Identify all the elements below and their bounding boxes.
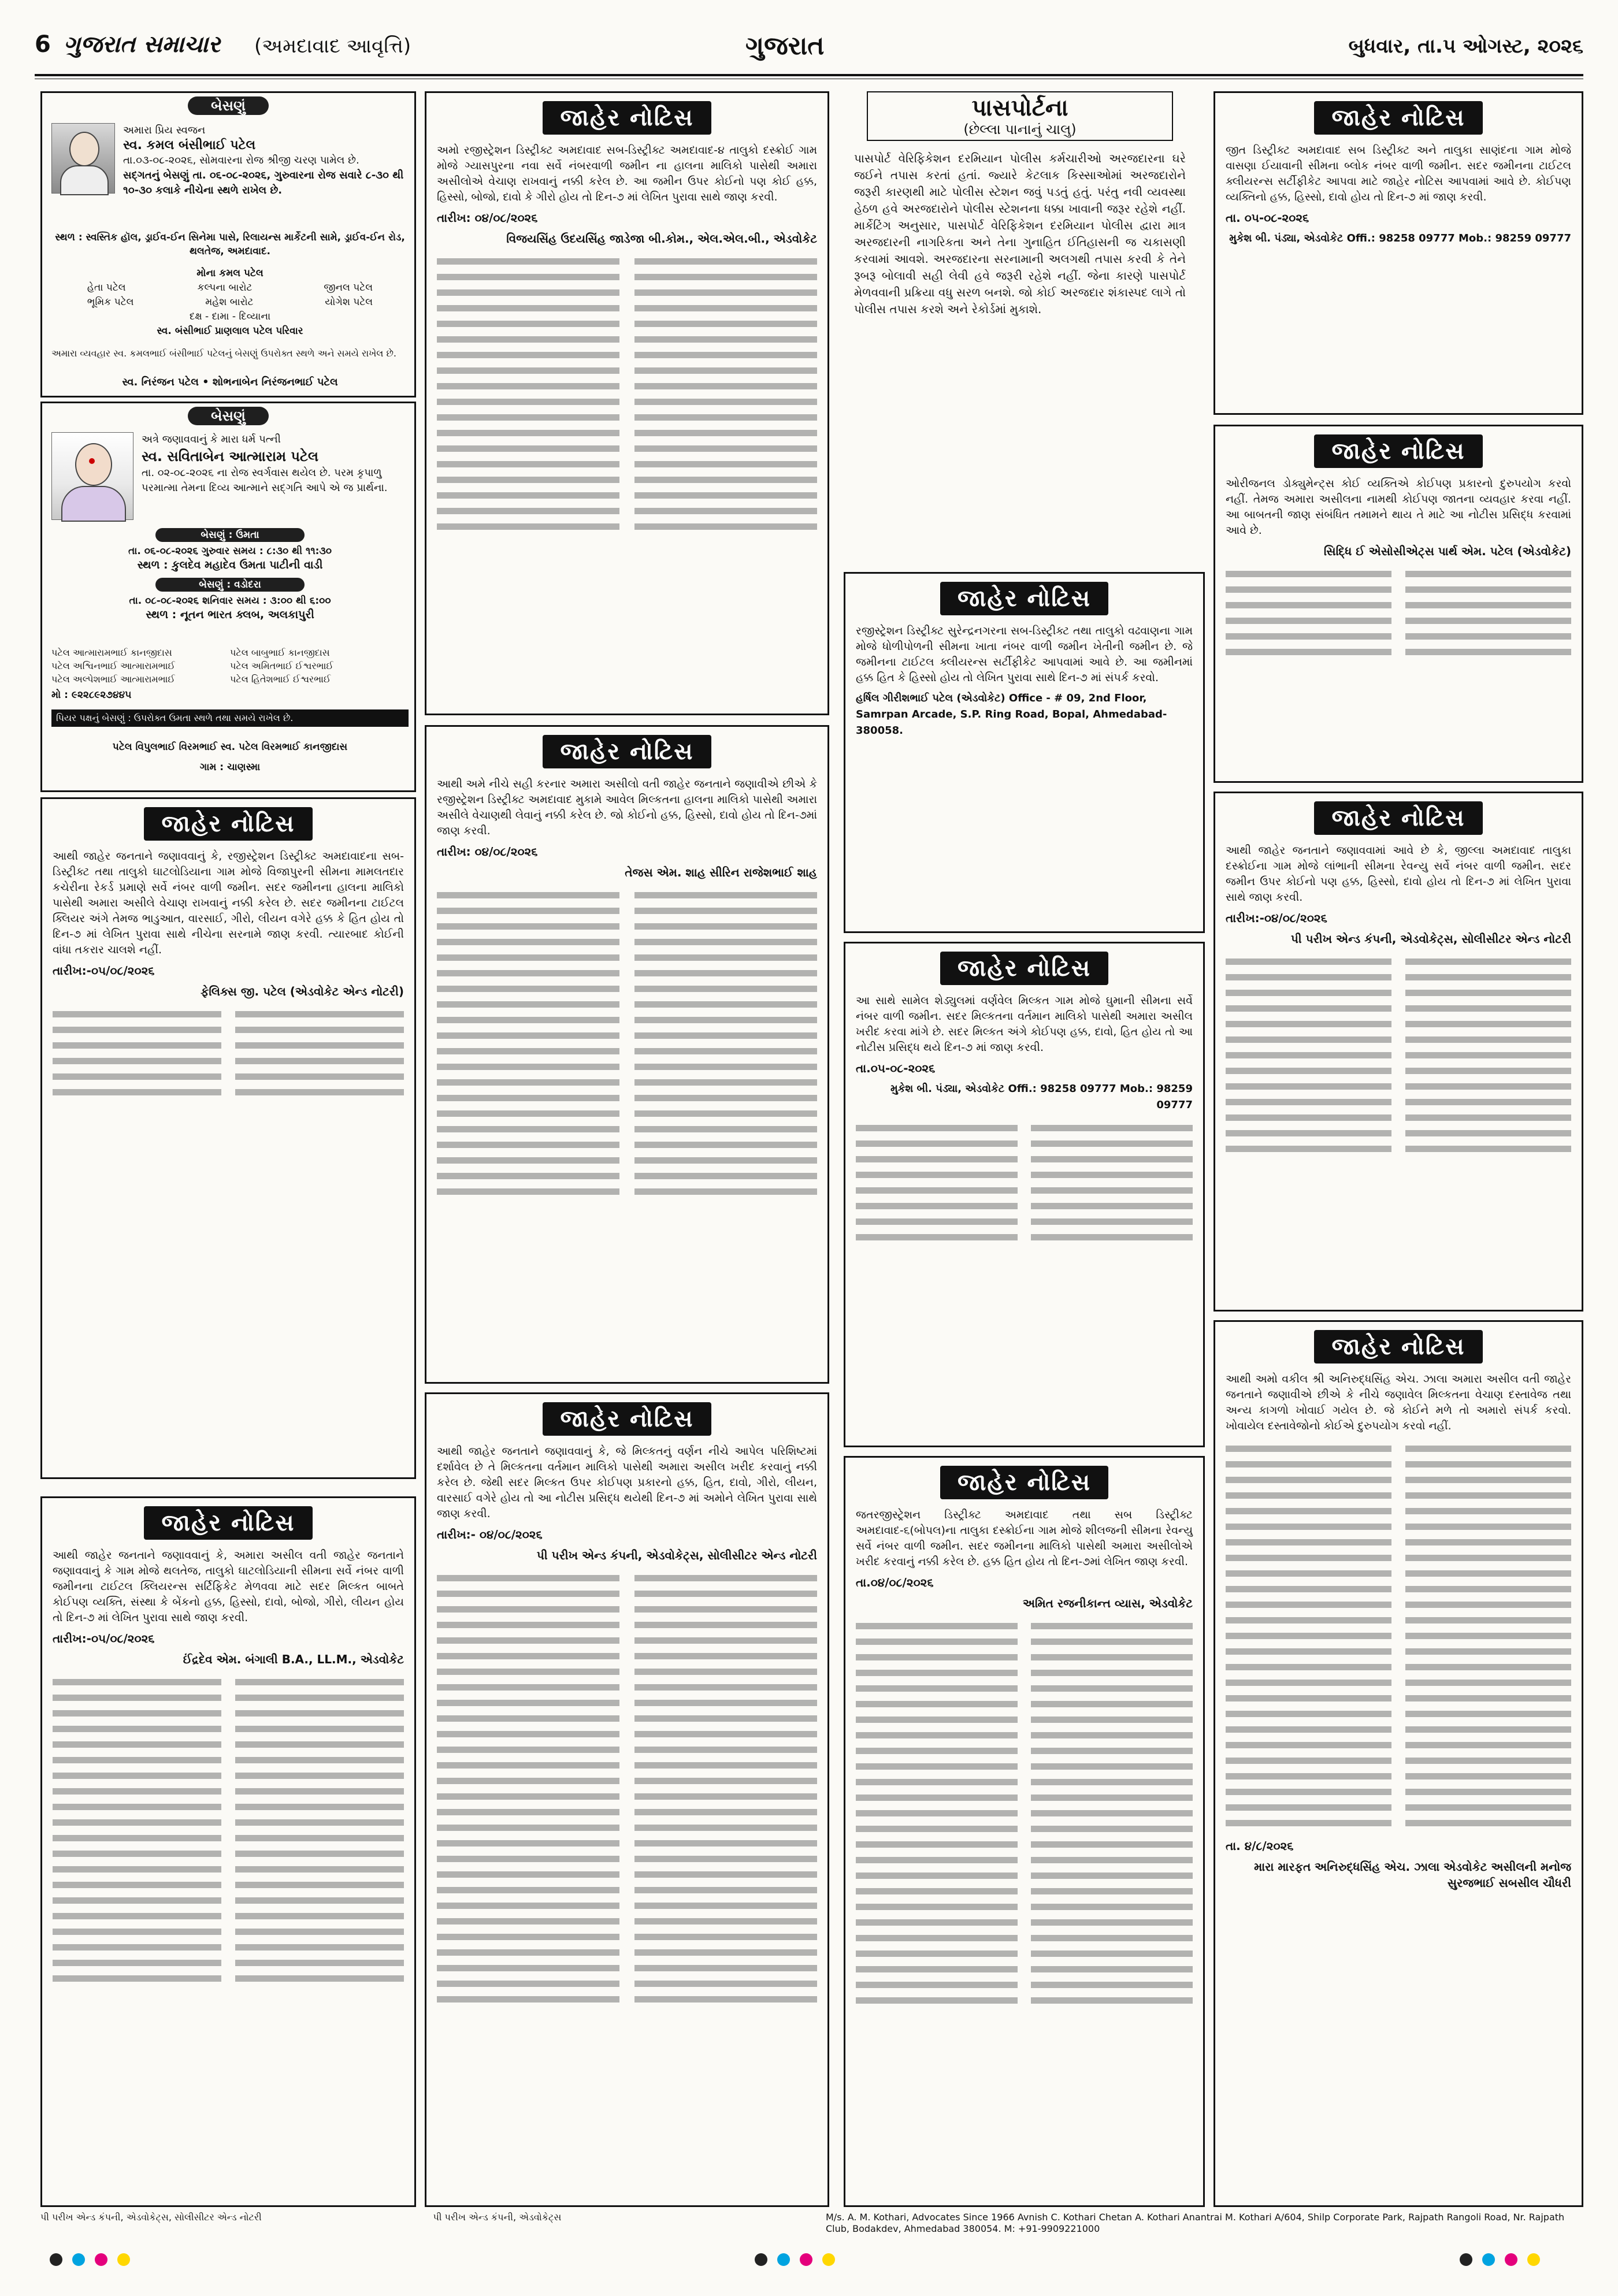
besanu-vadodara-time: તા. ૦૮-૦૮-૨૦૨૬ શનિવાર સમય : ૩:૦૦ થી ૬:૦૦ <box>129 595 331 607</box>
article-title: પાસપોર્ટના <box>971 95 1068 121</box>
portrait-photo <box>51 123 115 194</box>
public-notice <box>1214 425 1583 783</box>
notice-signature: પી પરીખ એન્ડ કંપની, એડવોકેટ્સ, સોલીસીટર એન્ડ નોટરી <box>536 1548 817 1562</box>
family-member: સ્વ. બંસીભાઈ પ્રાણલાલ પટેલ પરિવાર <box>157 325 303 337</box>
family-member: પટેલ બાબુભાઈ કાનજીદાસ <box>230 647 330 658</box>
public-notice <box>844 572 1205 933</box>
reg-dot <box>800 2253 812 2266</box>
notice-date: તા.૦૪/૦૮/૨૦૨૬ <box>856 1576 934 1589</box>
notice-heading: જાહેર નોટિસ <box>543 101 711 135</box>
obituary-kamal-patel <box>40 91 416 397</box>
notice-signature: મારા મારફત અનિરુદ્ધસિંહ એચ. ઝાલા એડવોકેટ અસીલની મનોજ સુરજભાઈ સબસીલ ચૌધરી <box>1254 1860 1571 1890</box>
notice-signature: અમિત રજનીકાન્ત વ્યાસ, એડવોકેટ <box>1022 1596 1193 1610</box>
notice-signature: ફેલિક્સ જી. પટેલ (એડવોકેટ એન્ડ નોટરી) <box>201 984 404 998</box>
besanu-umta-place: સ્થળ : કુલદેવ મહાદેવ ઉમતા પાટીની વાડી <box>137 559 323 571</box>
notice-signature: તેજસ એમ. શાહ સીરિન રાજેશભાઈ શાહ <box>625 865 817 879</box>
registration-marks-left <box>46 2253 133 2268</box>
reg-dot <box>755 2253 767 2266</box>
notice-date: તારીખ: ૦૪/૦૮/૨૦૨૬ <box>437 211 538 225</box>
obit-note: અમારા વ્યવહાર સ્વ. કમલભાઈ બંસીભાઈ પટેલનું બેસણું ઉપરોક્ત સ્થળે અને સમયે રાખેલ છે. <box>51 348 396 359</box>
family-member: પટેલ આત્મારામભાઈ કાનજીદાસ <box>51 647 172 658</box>
notice-body: અમો રજીસ્ટ્રેશન ડિસ્ટ્રીક્ટ અમદાવાદ સબ-ડિસ્ટ્રીક્ટ અમદાવાદ-૪ તાલુકો દસ્ક્રોઈ ગામ મોજે ગ્યાસપુરના નવા સર્વે નંબરવાળી જમીન ના હાલના માલિકો પાસેથી અમારા અસીલોએ વેચાણ રાખવાનું નક્કી કરેલ છે. આ જમીન ઉપર કોઈનો પણ કોઈ હક્ક, હિસ્સો, બોજો, દાવો કે ગીરો હોય તો દિન-૭ માં લેખિત પુરાવા સાથે જાણ કરવી. <box>437 144 817 203</box>
family-member: પટેલ અલ્પેશભાઈ આત્મારામભાઈ <box>51 674 175 685</box>
notice-date: તા. ૪/૮/૨૦૨૬ <box>1226 1839 1294 1853</box>
family-member: મોના કમલ પટેલ <box>196 268 264 279</box>
notice-date: તા.૦૫-૦૮-૨૦૨૬ <box>856 1061 936 1075</box>
portrait-photo <box>51 432 133 520</box>
obit-pier-notice: પિયર પક્ષનું બેસણું : ઉપરોક્ત ઉમતા સ્થળે તથા સમયે રાખેલ છે. <box>51 709 409 727</box>
header-rule <box>35 74 1583 76</box>
notice-date: તારીખ:-૦૫/૦૮/૨૦૨૬ <box>53 964 155 978</box>
notice-heading: જાહેર નોટિસ <box>1314 1330 1482 1364</box>
notice-signature: ઈંદ્રદેવ એમ. બંગાલી B.A., LL.M., એડવોકેટ <box>183 1652 404 1666</box>
notice-body: આથી જાહેર જનતાને જણાવવાનું કે, અમારા અસીલ વતી જાહેર જનતાને જણાવવાનું કે ગામ મોજે થલતેજ, તાલુકો ઘાટલોડિયાની સીમના સર્વે નંબર વાળી જમીનના ટાઈટલ ક્લિયરન્સ સર્ટિફિકેટ મેળવવા માટે સદર મિલ્કત બાબતે કોઈપણ વ્યક્તિ, સંસ્થા કે બેંકનો હક્ક, હિસ્સો, દાવો, બોજો, ગીરો, લીયન હોય તો દિન-૭ માં લેખિત પુરાવા સાથે જાણ કરવી. <box>53 1549 404 1624</box>
notice-heading: જાહેર નોટિસ <box>144 1506 312 1540</box>
obit-dates: તા. ૦૨-૦૮-૨૦૨૬ ના રોજ સ્વર્ગવાસ થયેલ છે. પરમ કૃપાળુ પરમાત્મા તેમના દિવ્ય આત્માને સદ્ગતિ આપે એ જ પ્રાર્થના. <box>142 467 388 494</box>
public-notice <box>1214 792 1583 1312</box>
section-title: ગુજરાત <box>745 31 825 61</box>
notice-heading: જાહેર નોટિસ <box>1314 101 1482 135</box>
notice-heading: જાહેર નોટિસ <box>1314 801 1482 835</box>
obit-besanu: સદ્ગતનું બેસણું તા. ૦૬-૦૮-૨૦૨૬, ગુરુવારના રોજ સવારે ૮-૩૦ થી ૧૦-૩૦ કલાકે નીચેના સ્થળે રાખેલ છે. <box>123 169 404 196</box>
public-notice <box>425 1392 829 2207</box>
registration-marks-center <box>751 2253 838 2268</box>
notice-signature: વિજયસિંહ ઉદયસિંહ જાડેજા બી.કોમ., એલ.એલ.બી., એડવોકેટ <box>506 232 817 246</box>
passport-article <box>844 91 1196 565</box>
family-member: હેતા પટેલ <box>87 282 126 293</box>
notice-signature: સિદ્ધિ ઈ એસોસીએટ્સ પાર્થ એમ. પટેલ (એડવોકેટ) <box>1323 544 1571 558</box>
family-member: પટેલ અશ્વિનભાઈ આત્મારામભાઈ <box>51 660 175 671</box>
family-member: દક્ષ - દામા - દિવ્યાના <box>189 311 271 322</box>
public-notice <box>844 942 1205 1447</box>
notice-date: તારીખ:-૦૫/૦૮/૨૦૨૬ <box>53 1632 155 1645</box>
notice-date: તારીખ: ૦૪/૦૮/૨૦૨૬ <box>437 845 538 859</box>
article-body: પાસપોર્ટ વેરિફિકેશન દરમિયાન પોલીસ કર્મચારીઓ અરજદારના ઘરે જઈને તપાસ કરતાં હતાં. જ્યારે કેટલાક કિસ્સાઓમાં અરજદારોને જરૂરી કારણથી માટે પોલીસ સ્ટેશન જવું પડતું હતું. પરંતુ નવી વ્યવસ્થા હેઠળ હવે અરજદારોને પોલીસ સ્ટેશનના ધક્કા ખાવાની જરૂર રહેશે નહીં. માર્કેટિંગ અનુસાર, પાસપોર્ટ વેરિફિકેશન દરમિયાન પોલીસ દ્વારા માત્ર અરજદારની નાગરિકતા અને તેના ગુનાહિત ઈતિહાસની જ ચકાસણી કરવામાં આવશે. અરજદારના સરનામાની અલગથી તપાસ કરવી કે તેને રૂબરૂ બોલાવી સહી લેવી હવે જરૂરી રહેશે નહીં. જેના કારણે પાસપોર્ટ મેળવવાની પ્રક્રિયા વધુ સરળ બનશે. જો કોઈ અરજદાર શંકાસ્પદ લાગે તો પોલીસ તપાસ કરશે અને રેકોર્ડમાં મુકાશે. <box>854 151 1186 316</box>
obit-venue: સ્થળ : સ્વસ્તિક હૉલ, ડ્રાઈવ-ઈન સિનેમા પાસે, રિલાયન્સ માર્કેટની સામે, ડ્રાઈવ-ઈન રોડ, થલતેજ, અમદાવાદ. <box>55 232 405 257</box>
reg-dot <box>1482 2253 1495 2266</box>
besanu-umta-time: તા. ૦૬-૦૮-૨૦૨૬ ગુરુવાર સમય : ૮:૩૦ થી ૧૧:૩૦ <box>128 545 332 557</box>
notice-signature: મુકેશ બી. પંડ્યા, એડવોકેટ Offi.: 98258 09777 Mob.: 98259 09777 <box>1229 232 1571 244</box>
reg-dot <box>777 2253 790 2266</box>
article-subtitle: (છેલ્લા પાનાનું ચાલુ) <box>963 121 1077 138</box>
notice-date: તારીખ:- ૦૪/૦૮/૨૦૨૬ <box>437 1528 543 1541</box>
obituary-savitaben-patel <box>40 402 416 792</box>
registration-marks-right <box>1456 2253 1543 2268</box>
obit-intro: અત્રે જણાવવાનું કે મારા ધર્મ પત્ની <box>142 433 281 445</box>
family-member: પટેલ હિતેશભાઈ ઈશ્વરભાઈ <box>230 674 331 685</box>
notice-body: આથી અમે નીચે સહી કરનાર અમારા અસીલો વતી જાહેર જનતાને જણાવીએ છીએ કે રજીસ્ટ્રેશન ડિસ્ટ્રીક્ટ અમદાવાદ મુકામે આવેલ મિલ્કતના હાલના માલિકો પાસેથી અમારા અસીલે વેચાણથી લેવાનું નક્કી કરેલ છે. જો કોઈનો હક્ક, હિસ્સો, દાવો હોય તો દિન-૭માં જાણ કરવી. <box>437 778 817 837</box>
obit-phone: મો : ૯૨૨૮૯૨૭૪૪૫ <box>51 689 132 701</box>
family-member: પટેલ અમિતભાઈ ઈશ્વરભાઈ <box>230 660 333 671</box>
obit-dates: તા.૦૩-૦૮-૨૦૨૬, સોમવારના રોજ શ્રીજી ચરણ પામેલ છે. <box>123 154 359 166</box>
notice-body: આ સાથે સામેલ શેડ્યુલમાં વર્ણવેલ મિલ્કત ગામ મોજે ઘુમાની સીમના સર્વે નંબર વાળી જમીન. સદર મિલ્કતના વર્તમાન માલિકો પાસેથી અમારા અસીલ ખરીદ કરવા માંગે છે. સદર મિલ્કત અંગે કોઈપણ હક્ક, દાવો, હિત હોય તો આ નોટીસ પ્રસિદ્ધ થયે દિન-૭ માં જાણ કરવી. <box>856 994 1193 1054</box>
besanu-heading: બેસણું <box>188 96 269 115</box>
notice-signature: હર્ષિલ ગીરીશભાઈ પટેલ (એડવોકેટ) Office - # 09, 2nd Floor, Samrpan Arcade, S.P. Ring Road, Bopal, Ahmedabad- 380058. <box>856 692 1167 737</box>
notice-body: આથી અમો વકીલ શ્રી અનિરુદ્ધસિંહ એચ. ઝાલા અમારા અસીલ વતી જાહેર જનતાને જણાવીએ છીએ કે નીચે જણાવેલ મિલ્કતના વેચાણ દસ્તાવેજ તથા અન્ય કાગળો ખોવાઈ ગયેલ છે. જે કોઈને મળે તો અમારો સંપર્ક કરવો. ખોવાયેલ દસ્તાવેજોનો કોઈએ દુરુપયોગ કરવો નહીં. <box>1226 1373 1571 1432</box>
obit-signature: પટેલ વિપુલભાઈ વિરમભાઈ સ્વ. પટેલ વિરમભાઈ કાનજીદાસ <box>112 741 348 753</box>
notice-signature: મુકેશ બી. પંડ્યા, એડવોકેટ Offi.: 98258 09777 Mob.: 98259 09777 <box>890 1083 1193 1111</box>
notice-date: તા. ૦૫-૦૮-૨૦૨૬ <box>1226 211 1309 225</box>
public-notice <box>1214 91 1583 415</box>
public-notice <box>40 797 416 1479</box>
besanu-vadodara-place: સ્થળ : નૂતન ભારત ક્લબ, અલકાપુરી <box>146 608 314 621</box>
obit-name: સ્વ. સવિતાબેન આત્મારામ પટેલ <box>142 448 319 465</box>
family-member: યોગેશ પટેલ <box>325 296 373 308</box>
edition: (અમદાવાદ આવૃત્તિ) <box>254 35 411 58</box>
notice-heading: જાહેર નોટિસ <box>543 735 711 768</box>
notice-body: રજીસ્ટ્રેશન ડિસ્ટ્રીક્ટ સુરેન્દ્રનગરના સબ-ડિસ્ટ્રીક્ટ તથા તાલુકો વઢવાણના ગામ મોજે ધોળીપોળની સીમના ખાતા નંબર વાળી જમીન ખેતીની જમીન છે. જે જમીનના ટાઈટલ ક્લીયરન્સ સર્ટીફીકેટ આપવામાં આવે છે. આ જમીનમાં હક્ક હિત કે હિસ્સો હોય તો લેખિત પુરાવા સાથે દિન-૭ માં સંપર્ક કરવો. <box>856 625 1193 684</box>
notice-heading: જાહેર નોટિસ <box>940 1466 1108 1499</box>
reg-dot <box>1505 2253 1517 2266</box>
notice-signature: પી પરીખ એન્ડ કંપની, એડવોકેટ્સ, સોલીસીટર એન્ડ નોટરી <box>1290 932 1571 946</box>
reg-dot <box>1527 2253 1540 2266</box>
public-notice <box>425 91 829 715</box>
issue-date: બુધવાર, તા.૫ ઓગસ્ટ, ૨૦૨૬ <box>1348 35 1583 58</box>
notice-body: આથી જાહેર જનતાને જણાવવાનું કે, રજીસ્ટ્રેશન ડિસ્ટ્રીક્ટ અમદાવાદના સબ-ડિસ્ટ્રીક્ટ તથા તાલુકો ઘાટલોડિયાના ગામ મોજે વિજાપુરની સીમના મામલતદાર કચેરીના રેકર્ડ પ્રમાણે સર્વે નંબર વાળી જમીન. સદર જમીનના હાલના માલિકો પાસેથી અમારા અસીલે વેચાણ રાખવાનું નક્કી કરેલ છે. સદર જમીનના ટાઈટલ ક્લિયર અંગે તેમજ ભાડુઆત, વારસાઈ, ગીરો, લીયન વગેરે હક્ક કે હિત હોય તો દિન-૭ માં લેખિત પુરાવા સાથે નીચેના સરનામે જાણ કરવી. ત્યારબાદ કોઈની વાંધા તકરાર ચાલશે નહીં. <box>53 850 404 956</box>
notice-date: તારીખ:-૦૪/૦૮/૨૦૨૬ <box>1226 911 1327 925</box>
notice-signature: પી પરીખ એન્ડ કંપની, એડવોકેટ્સ <box>433 2212 562 2223</box>
public-notice <box>425 725 829 1384</box>
obit-contact: સ્વ. નિરંજન પટેલ • શોભનાબેન નિરંજનભાઈ પટેલ <box>122 376 338 388</box>
public-notice <box>844 1456 1205 2207</box>
family-member: જીનલ પટેલ <box>324 282 373 293</box>
notice-heading: જાહેર નોટિસ <box>940 582 1108 615</box>
notice-body: ઓરીજનલ ડોક્યુમેન્ટ્સ કોઈ વ્યક્તિએ કોઈપણ પ્રકારનો દુરુપયોગ કરવો નહીં. તેમજ અમારા અસીલના નામથી કોઈપણ જાતના વ્યવહાર કરવા નહીં. આ બાબતની જાણ સંબંધિત તમામને થાય તે માટે આ નોટીસ પ્રસિદ્ધ કરવામાં આવે છે. <box>1226 477 1571 537</box>
obit-name: સ્વ. કમલ બંસીભાઈ પટેલ <box>123 138 256 153</box>
reg-dot <box>50 2253 62 2266</box>
notice-signature: પી પરીખ એન્ડ કંપની, એડવોકેટ્સ, સોલીસીટર એન્ડ નોટરી <box>40 2212 262 2223</box>
notice-signature: M/s. A. M. Kothari, Advocates Since 1966 Avnish C. Kothari Chetan A. Kothari Anantrai M. Kothari A/604, Shilp Corporate Park, Rajpath Rangoli Road, Nr. Rajpath Club, Bodakdev, Ahmedabad 380054. M: +91-9909221000 <box>826 2212 1565 2234</box>
reg-dot <box>117 2253 130 2266</box>
notice-body: આથી જાહેર જનતાને જણાવવામાં આવે છે કે, જીલ્લા અમદાવાદ તાલુકા દસ્ક્રોઈના ગામ મોજે લાંભાની સીમના રેવન્યુ સર્વે નંબર વાળી જમીન. સદર જમીન ઉપર કોઈનો પણ હક્ક, હિસ્સો, દાવો હોય તો દિન-૭ માં લેખિત પુરાવા સાથે જાણ કરવી. <box>1226 844 1571 904</box>
page-header <box>35 24 1583 76</box>
reg-dot <box>95 2253 107 2266</box>
page-number: 6 <box>35 31 51 58</box>
besanu-vadodara-label: બેસણું : વડોદરા <box>155 578 305 592</box>
notice-body: જતરજીસ્ટ્રેશન ડિસ્ટ્રીક્ટ અમદાવાદ તથા સબ ડિસ્ટ્રીક્ટ અમદાવાદ-૬(બોપલ)ના તાલુકા દસ્ક્રોઈના ગામ મોજે શીલજની સીમના રેવન્યુ સર્વે નંબર વાળી જમીન. સદર જમીનના માલિકો પાસેથી અમારા અસીલોએ ખરીદ કરવાનું નક્કી કરેલ છે. હક્ક હિત હોય તો દિન-૭માં લેખિત જાણ કરવી. <box>856 1509 1193 1568</box>
notice-body: જીત ડિસ્ટ્રીક્ટ અમદાવાદ સબ ડિસ્ટ્રીક્ટ અને તાલુકા સાણંદના ગામ મોજે વાસણા ઈયાવાની સીમના બ્લોક નંબર વાળી જમીન. સદર જમીનના ટાઈટલ ક્લીયરન્સ સર્ટીફીકેટ આપવા માટે જાહેર નોટિસ આપવામાં આવે છે. કોઈપણ વ્યક્તિનો હક્ક, હિસ્સો, દાવો હોય તો દિન-૭ માં જાણ કરવી. <box>1226 144 1571 203</box>
public-notice <box>40 1496 416 2207</box>
notice-heading: જાહેર નોટિસ <box>144 807 312 841</box>
family-member: મહેશ બારોટ <box>205 296 254 308</box>
notice-body: આથી જાહેર જનતાને જણાવવાનું કે, જે મિલ્કતનું વર્ણન નીચે આપેલ પરિશિષ્ટમાં દર્શાવેલ છે તે મિલ્કતના વર્તમાન માલિકો પાસેથી અમારા અસીલ ખરીદ કરવાનું નક્કી કરેલ છે. જેથી સદર મિલ્કત ઉપર કોઈપણ પ્રકારનો હક્ક, હિત, દાવો, ગીરો, લીયન, વારસાઈ વગેરે હોય તો આ નોટીસ પ્રસિદ્ધ થયેથી દિન-૭ માં અમોને લેખિત પુરાવા સાથે જાણ કરવી. <box>437 1445 817 1520</box>
reg-dot <box>822 2253 835 2266</box>
besanu-heading: બેસણું <box>188 407 269 425</box>
reg-dot <box>1460 2253 1472 2266</box>
public-notice <box>1214 1320 1583 2207</box>
family-member: ભૂમિક પટેલ <box>87 296 134 308</box>
obit-village: ગામ : ચાણસ્મા <box>199 761 261 773</box>
notice-heading: જાહેર નોટિસ <box>1314 434 1482 468</box>
family-member: કલ્પના બારોટ <box>197 282 253 293</box>
obit-intro: અમારા પ્રિય સ્વજન <box>123 124 206 136</box>
besanu-umta-label: બેસણું : ઉમતા <box>155 528 305 542</box>
notice-heading: જાહેર નોટિસ <box>940 952 1108 985</box>
notice-strip <box>40 2212 1583 2235</box>
masthead: ગુજરાત સમાચાર <box>64 31 220 58</box>
reg-dot <box>72 2253 85 2266</box>
notice-heading: જાહેર નોટિસ <box>543 1402 711 1436</box>
